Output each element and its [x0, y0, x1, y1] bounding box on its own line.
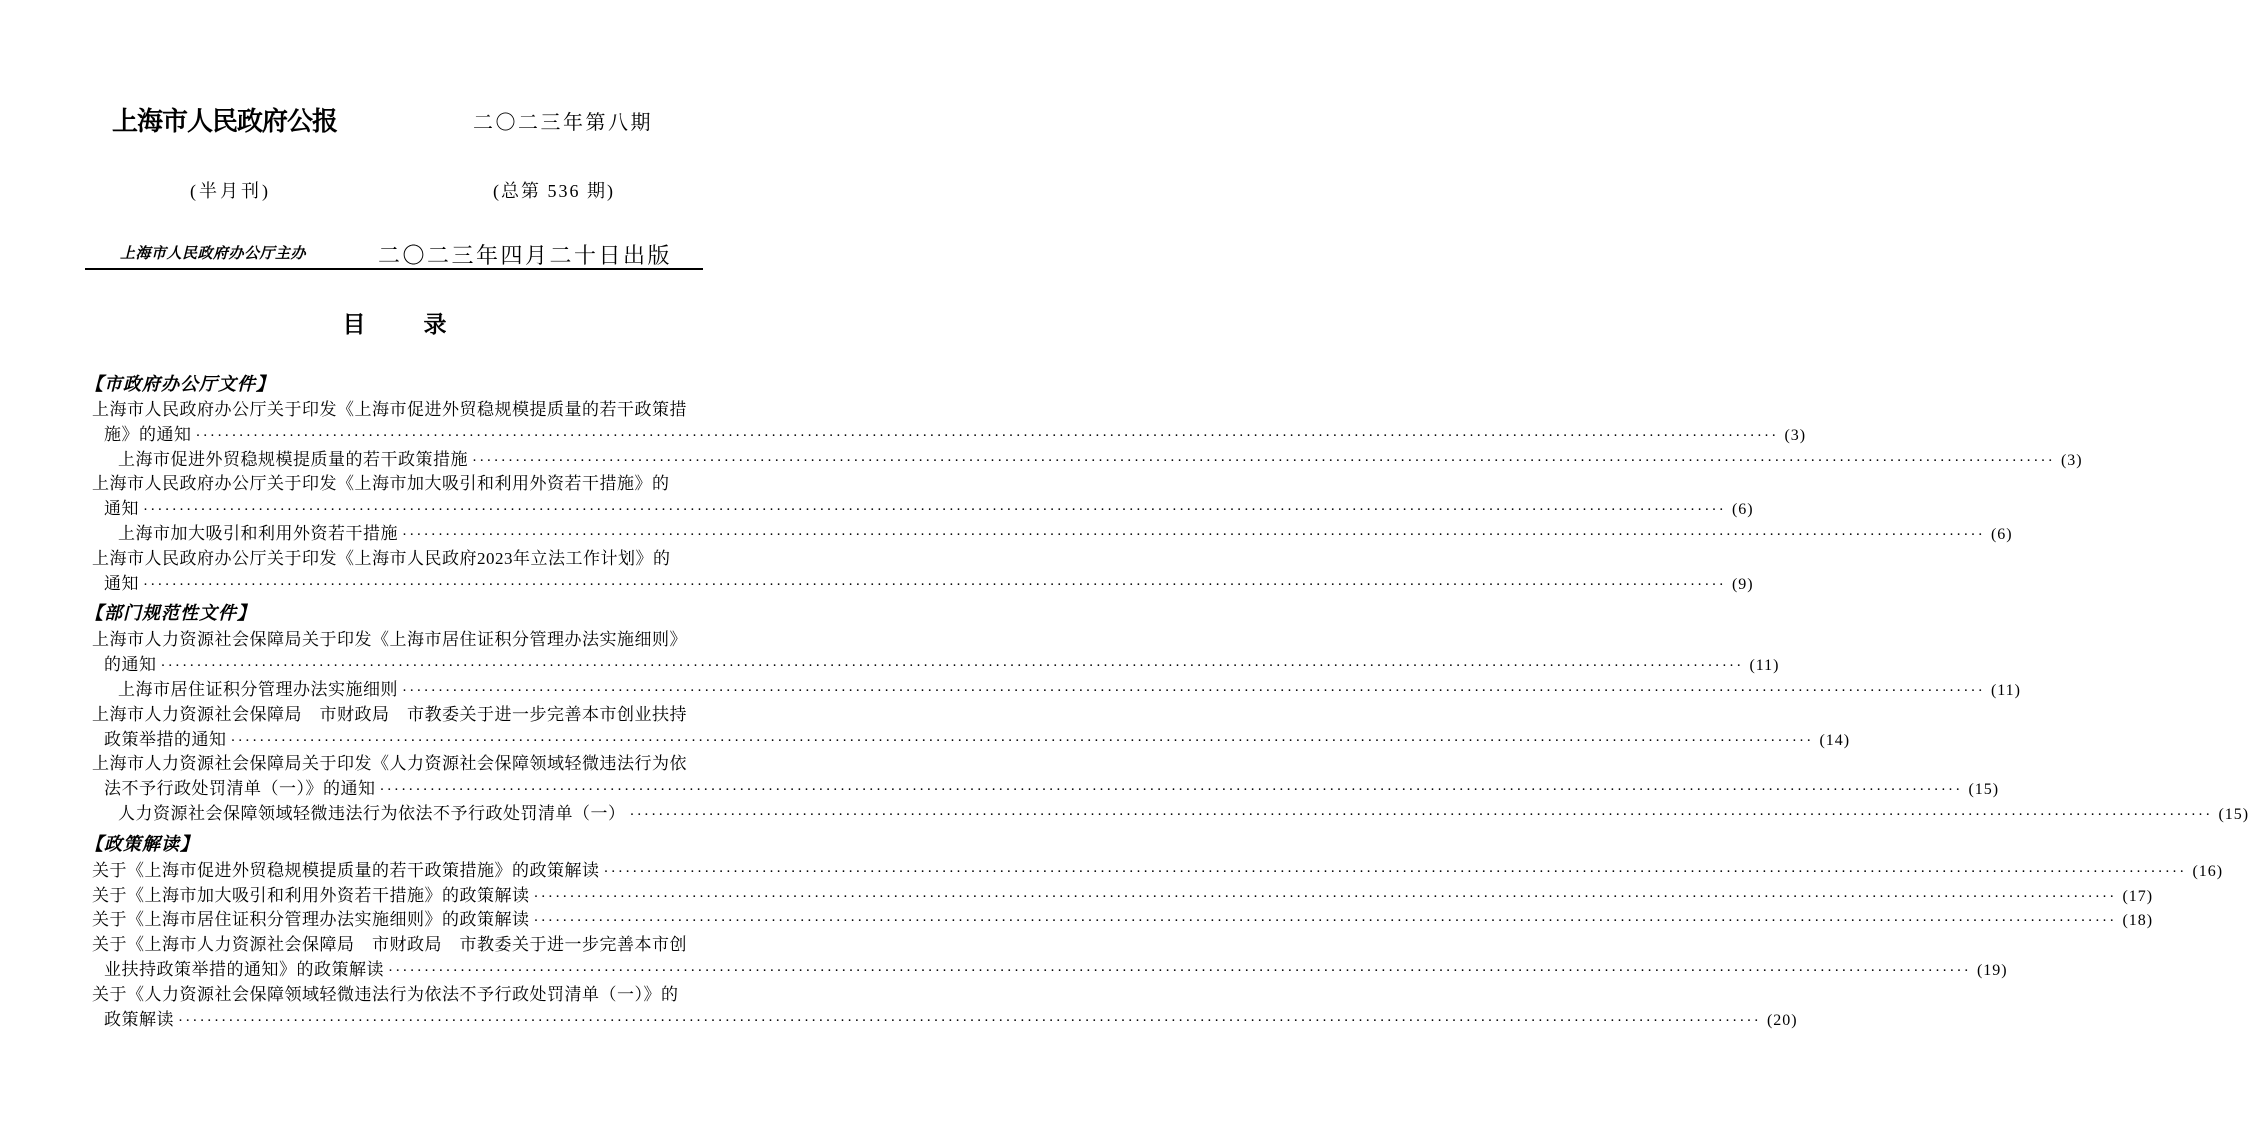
dot-leader: ····························································································································································································································	[533, 888, 2117, 905]
dot-leader: ····························································································································································································································	[402, 526, 1985, 543]
entry-text: 上海市人民政府办公厅关于印发《上海市人民政府2023年立法工作计划》的	[92, 548, 671, 568]
entry-text: 上海市促进外贸稳规模提质量的若干政策措施	[118, 449, 468, 469]
dot-leader: ····························································································································································································································	[160, 658, 1744, 675]
dot-leader: ····························································································································································································································	[143, 502, 1726, 519]
section-heading: 【政策解读】	[85, 833, 199, 854]
page-number: (20)	[1766, 1011, 1798, 1029]
page-number: (6)	[1990, 525, 2013, 543]
masthead-divider	[85, 268, 703, 270]
page-number: (16)	[2192, 862, 2224, 880]
entry-text: 上海市人力资源社会保障局 市财政局 市教委关于进一步完善本市创业扶持	[92, 704, 687, 724]
page-number: (9)	[1731, 575, 1754, 593]
toc-entry-line	[85, 752, 710, 777]
toc-entry-line	[85, 628, 710, 653]
section-heading: 【部门规范性文件】	[85, 603, 256, 624]
section-heading: 【市政府办公厅文件】	[85, 374, 275, 394]
toc-entry-line	[85, 983, 710, 1008]
entry-text: 的通知	[104, 655, 157, 675]
entry-text: 法不予行政处罚清单（一）》的通知	[104, 779, 376, 799]
entry-text: 上海市加大吸引和利用外资若干措施	[118, 523, 398, 543]
page-number: (3)	[1784, 426, 1807, 444]
entry-text: 人力资源社会保障领域轻微违法行为依法不予行政处罚清单（一）	[118, 803, 626, 823]
entry-text: 关于《上海市加大吸引和利用外资若干措施》的政策解读	[92, 885, 530, 905]
toc-entry-line	[85, 398, 710, 423]
dot-leader: ····························································································································································································································	[603, 863, 2187, 880]
toc-entry-line	[85, 678, 2021, 703]
entry-text: 关于《上海市促进外贸稳规模提质量的若干政策措施》的政策解读	[92, 860, 600, 880]
entry-text: 施》的通知	[104, 424, 192, 444]
entry-text: 关于《上海市人力资源社会保障局 市财政局 市教委关于进一步完善本市创	[92, 935, 687, 955]
entry-text: 上海市人力资源社会保障局关于印发《上海市居住证积分管理办法实施细则》	[92, 630, 687, 650]
toc-entry-line	[85, 497, 1754, 522]
toc-entry-line	[85, 802, 2249, 827]
page-number: (14)	[1819, 731, 1851, 749]
toc	[85, 370, 2249, 1032]
entry-text: 通知	[104, 499, 139, 519]
entry-text: 上海市人民政府办公厅关于印发《上海市促进外贸稳规模提质量的若干政策措	[92, 400, 687, 419]
toc-entry-line	[85, 472, 710, 497]
entry-text: 业扶持政策举措的通知》的政策解读	[104, 959, 384, 979]
publish-date: 二〇二三年四月二十日出版	[378, 243, 673, 268]
entry-text: 关于《上海市居住证积分管理办法实施细则》的政策解读	[92, 910, 530, 930]
total-issue: (总第 536 期)	[493, 181, 615, 201]
organizer: 上海市人民政府办公厅主办	[120, 246, 307, 262]
toc-entry-line	[85, 547, 710, 572]
dot-leader: ····························································································································································································································	[230, 732, 1814, 749]
page-number: (18)	[2122, 912, 2154, 930]
entry-text: 政策解读	[104, 1009, 174, 1029]
toc-title: 目 录	[342, 312, 451, 337]
dot-leader: ····························································································································································································································	[178, 1012, 1761, 1029]
dot-leader: ····························································································································································································································	[402, 682, 1985, 699]
issue-number: 二〇二三年第八期	[473, 112, 653, 134]
toc-entry-line	[85, 522, 2013, 547]
page-number: (11)	[1749, 657, 1780, 675]
entry-text: 政策举措的通知	[104, 729, 227, 749]
page-number: (3)	[2060, 451, 2083, 469]
toc-entry-line	[85, 448, 2083, 473]
page-number: (6)	[1731, 501, 1754, 519]
toc-entry-line	[85, 423, 1807, 448]
toc-entry-line	[85, 884, 2154, 909]
dot-leader: ····························································································································································································································	[195, 427, 1779, 444]
entry-text: 通知	[104, 573, 139, 593]
toc-entry-line	[85, 572, 1754, 597]
page-number: (11)	[1990, 681, 2021, 699]
toc-entry-line	[85, 859, 2224, 884]
toc-entry-line	[85, 728, 1851, 753]
dot-leader: ····························································································································································································································	[533, 913, 2117, 930]
dot-leader: ····························································································································································································································	[472, 452, 2055, 469]
dot-leader: ····························································································································································································································	[379, 782, 1963, 799]
toc-entry-line	[85, 933, 710, 958]
page-number: (15)	[1968, 781, 2000, 799]
gazette-title: 上海市人民政府公报	[112, 107, 338, 136]
dot-leader: ····························································································································································································································	[143, 576, 1726, 593]
page-number: (17)	[2122, 887, 2154, 905]
toc-entry-line	[85, 653, 1780, 678]
entry-text: 关于《人力资源社会保障领域轻微违法行为依法不予行政处罚清单（一）》的	[92, 984, 679, 1004]
page-number: (15)	[2218, 805, 2249, 823]
toc-entry-line	[85, 703, 710, 728]
page-number: (19)	[1976, 961, 2008, 979]
toc-entry-line	[85, 958, 2008, 983]
toc-entry-line	[85, 908, 2154, 933]
entry-text: 上海市人力资源社会保障局关于印发《人力资源社会保障领域轻微违法行为依	[92, 754, 687, 774]
toc-entry-line	[85, 1008, 1798, 1033]
dot-leader: ····························································································································································································································	[388, 962, 1971, 979]
toc-entry-line	[85, 777, 2000, 802]
dot-leader: ····························································································································································································································	[629, 806, 2213, 823]
entry-text: 上海市居住证积分管理办法实施细则	[118, 679, 398, 699]
entry-text: 上海市人民政府办公厅关于印发《上海市加大吸引和利用外资若干措施》的	[92, 474, 670, 494]
frequency-label: (半月刊)	[190, 181, 271, 201]
